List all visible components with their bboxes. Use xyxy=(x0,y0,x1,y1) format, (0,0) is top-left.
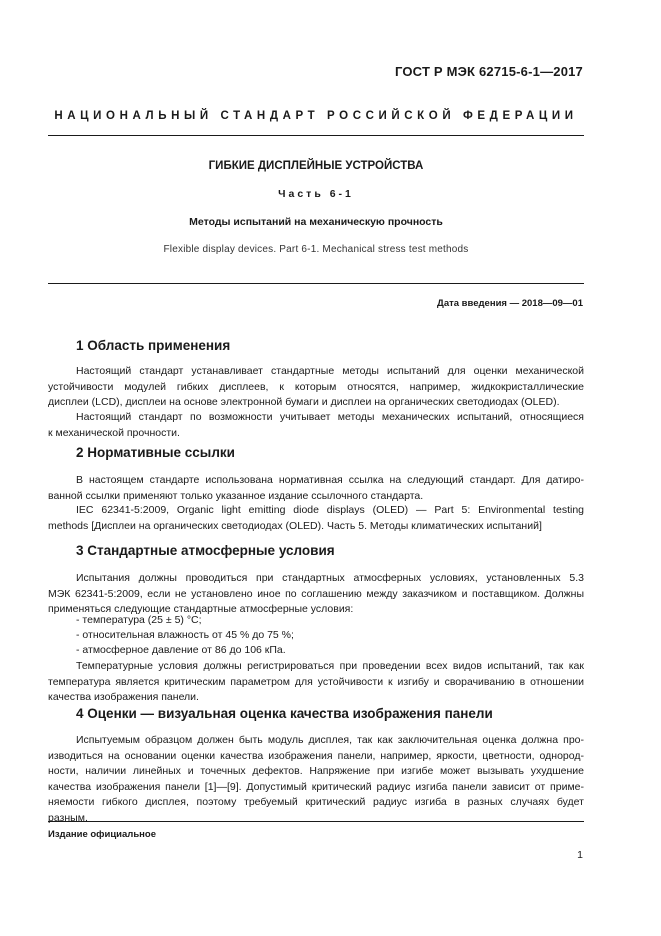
text-line: дисплеи (LCD), дисплеи на основе электронной бумаги и дисплеи на органических светодиодах (OLED). xyxy=(48,396,560,408)
text-line: В настоящем стандарте использована нормативная ссылка на следующий стандарт. Для датиро- xyxy=(76,474,584,486)
section-2-paragraph-2 xyxy=(48,503,584,534)
text-line: Испытания должны проводиться при стандартных атмосферных условиях, установленных 5.3 xyxy=(76,572,584,584)
text-line: Испытуемым образцом должен быть модуль дисплея, так как заключительная оценка должна про- xyxy=(76,734,584,746)
text-line: температура является критическим параметром для устойчивости к изгибу и сворачиванию в отношении xyxy=(48,675,584,688)
text-line: IEC 62341-5:2009, Organic light emitting diode displays (OLED) — Part 5: Environmental testing xyxy=(76,504,584,516)
section-1-paragraph-2 xyxy=(48,410,584,441)
part-label: Часть 6-1 xyxy=(278,188,354,200)
document-subtitle: Методы испытаний на механическую прочность xyxy=(189,216,443,228)
text-line: изводиться на основании оценки качества изображения панели, например, яркости, цветности, однород- xyxy=(48,749,584,762)
text-line: качества изображения панели. xyxy=(48,691,199,703)
text-line: ванной ссылки применяют только указанное издание ссылочного стандарта. xyxy=(48,489,424,502)
section-4-paragraph-1 xyxy=(48,733,584,826)
text-line: к механической прочности. xyxy=(48,426,180,439)
text-line: устойчивости модулей гибких дисплеев, к которым относятся, например, жидкокристаллические xyxy=(48,380,584,393)
section-3-paragraph-1 xyxy=(48,571,584,618)
text-line: Настоящий стандарт устанавливает стандартные методы испытаний для оценки механической xyxy=(76,365,584,377)
document-title: ГИБКИЕ ДИСПЛЕЙНЫЕ УСТРОЙСТВА xyxy=(208,160,424,172)
text-line: применяться следующие стандартные атмосферные условия: xyxy=(48,603,354,615)
section-2-heading: 2 Нормативные ссылки xyxy=(76,445,235,460)
section-1-heading: 1 Область применения xyxy=(76,338,231,353)
section-3-paragraph-2 xyxy=(48,659,584,706)
title-divider xyxy=(48,283,584,284)
text-line: Температурные условия должны регистрироваться при проведении всех видов испытаний, так как xyxy=(76,660,584,672)
official-edition-label: Издание официальное xyxy=(48,829,156,840)
text-line: methods [Дисплеи на органических светодиодах (OLED). Часть 5. Методы климатических испытаний] xyxy=(48,519,542,532)
effective-date: Дата введения — 2018—09—01 xyxy=(437,298,583,309)
top-divider xyxy=(48,135,584,136)
list-item: - атмосферное давление от 86 до 106 кПа. xyxy=(76,644,286,656)
text-line: Настоящий стандарт по возможности учитывает методы механических испытаний, относящиеся xyxy=(76,411,584,423)
section-2-paragraph-1 xyxy=(48,473,584,504)
text-line: разным. xyxy=(48,811,88,824)
document-number: ГОСТ Р МЭК 62715-6-1—2017 xyxy=(394,64,583,79)
section-3-heading: 3 Стандартные атмосферные условия xyxy=(76,543,335,558)
text-line: МЭК 62341-5:2009, если не установлено иное по соглашению между заказчиком и поставщиком. Должны xyxy=(48,587,584,600)
national-standard-banner: НАЦИОНАЛЬНЫЙ СТАНДАРТ РОССИЙСКОЙ ФЕДЕРАЦИИ xyxy=(54,110,578,122)
text-line: няемости гибкого дисплея, поэтому требуемый критический радиус изгиба в разных случаях будет xyxy=(48,796,584,808)
text-line: ности, наличии линейных и точечных дефектов. Напряжение при изгибе может вызывать ухудшение xyxy=(48,765,584,777)
section-4-heading: 4 Оценки — визуальная оценка качества изображения панели xyxy=(76,706,493,721)
english-title: Flexible display devices. Part 6-1. Mechanical stress test methods xyxy=(163,244,469,255)
footer-divider xyxy=(48,821,584,822)
section-1-paragraph-1 xyxy=(48,364,584,411)
text-line: качества изображения панели [1]—[9]. Допустимый критический радиус изгиба панели зависит от приме- xyxy=(48,780,584,793)
list-item: - температура (25 ± 5) °С; xyxy=(76,614,202,626)
list-item: - относительная влажность от 45 % до 75 %; xyxy=(76,629,294,641)
page-number: 1 xyxy=(577,849,583,861)
